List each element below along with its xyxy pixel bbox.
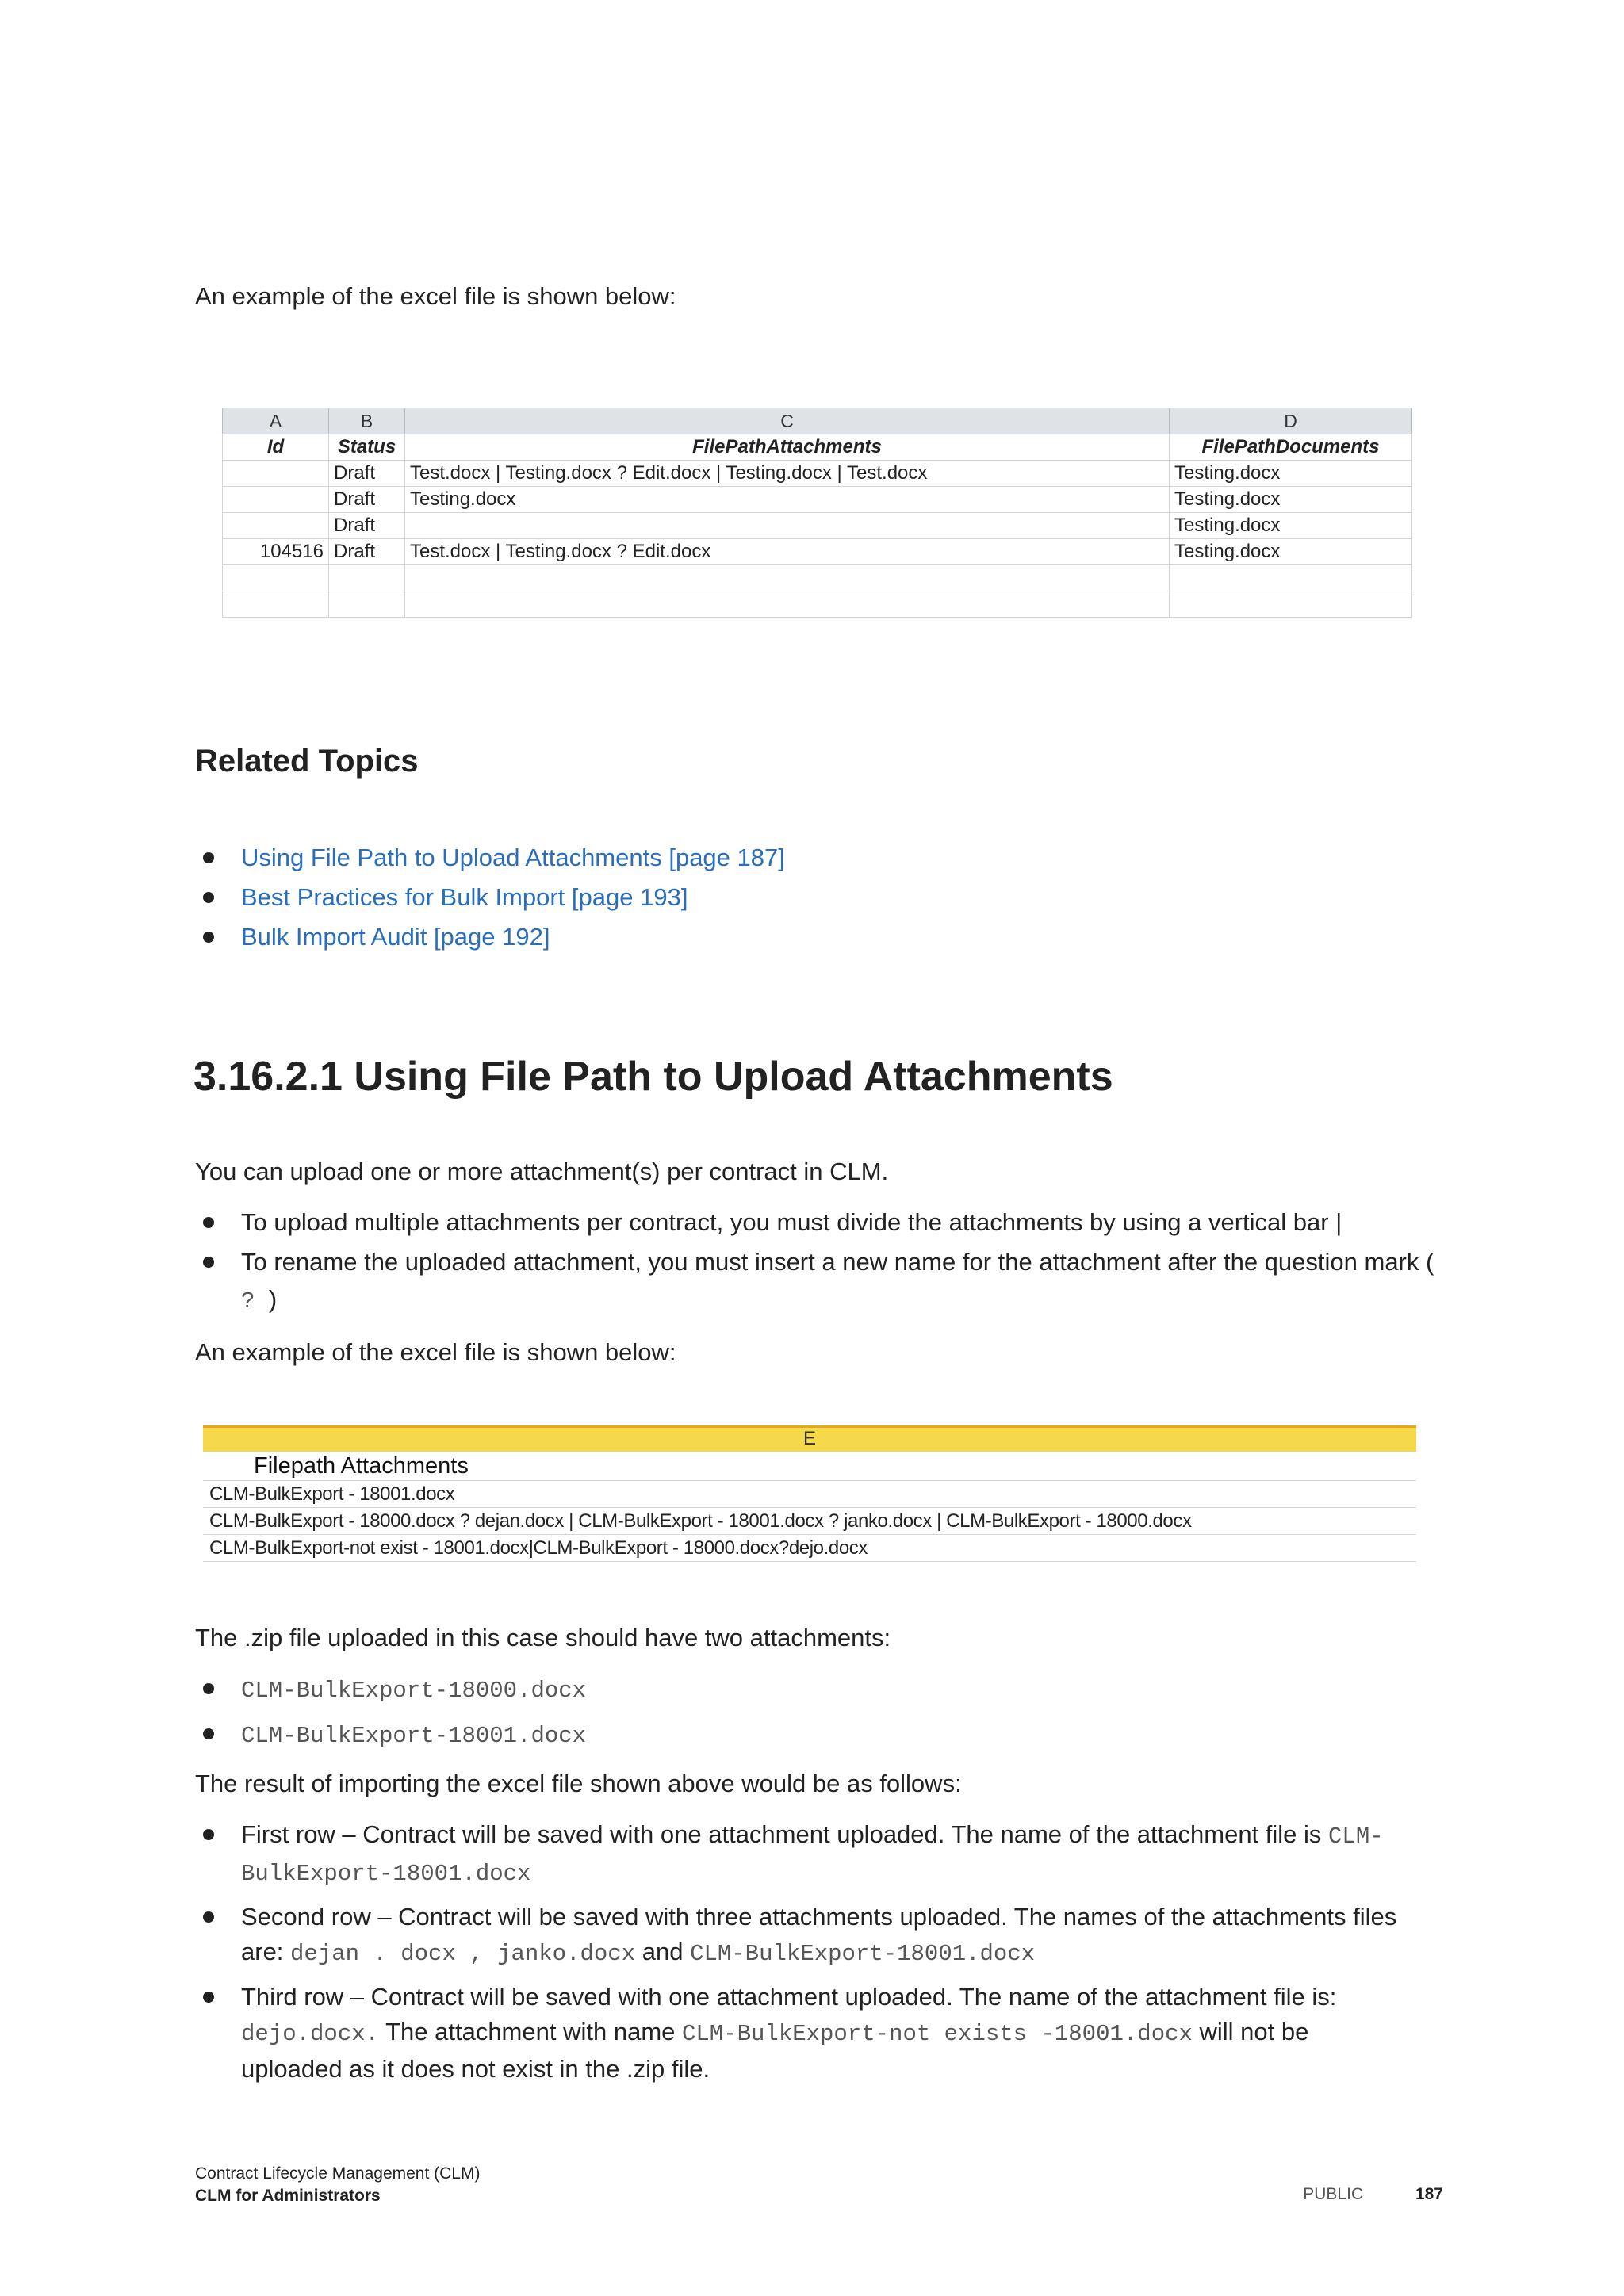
bullet-icon bbox=[203, 1829, 214, 1840]
bullet-text: To upload multiple attachments per contract, you must divide the attachments by using a vertical bar | bbox=[241, 1208, 1342, 1236]
table-row bbox=[223, 565, 1412, 591]
code-filename: dejo.docx. bbox=[241, 2021, 380, 2047]
bullet-text: Second row – Contract will be saved with three attachments uploaded. The names of the attachments files bbox=[241, 1903, 1397, 1931]
list-item bbox=[203, 1817, 1456, 1892]
table-cell: Draft bbox=[329, 539, 405, 565]
column-letters-row bbox=[223, 408, 1412, 434]
bullet-text: The attachment with name bbox=[379, 2018, 682, 2045]
bullet-text: uploaded as it does not exist in the .zip file. bbox=[241, 2055, 710, 2083]
excel-example-2 bbox=[203, 1425, 1416, 1562]
result-paragraph: The result of importing the excel file shown above would be as follows: bbox=[195, 1770, 962, 1797]
table-cell bbox=[223, 461, 329, 487]
header-cell: Status bbox=[329, 434, 405, 461]
related-link-audit[interactable]: Bulk Import Audit [page 192] bbox=[241, 923, 550, 951]
intro-text: An example of the excel file is shown below: bbox=[195, 282, 676, 310]
list-item bbox=[203, 1716, 586, 1754]
list-item bbox=[203, 1900, 1456, 1972]
upload-rules-list bbox=[203, 1205, 1440, 1319]
table-row: CLM-BulkExport - 18001.docx bbox=[203, 1481, 1416, 1508]
bullet-icon bbox=[203, 892, 214, 903]
table-cell: Draft bbox=[329, 513, 405, 539]
code-filename: BulkExport-18001.docx bbox=[241, 1861, 531, 1887]
table-cell bbox=[329, 591, 405, 618]
list-item bbox=[203, 1205, 1440, 1240]
column-letter: B bbox=[329, 408, 405, 434]
bullet-text: Third row – Contract will be saved with one attachment uploaded. The name of the attachment file is: bbox=[241, 1983, 1337, 2011]
table-cell: Testing.docx bbox=[1170, 487, 1412, 513]
table-cell bbox=[1170, 591, 1412, 618]
header-cell: Id bbox=[223, 434, 329, 461]
list-item bbox=[203, 1245, 1440, 1319]
list-item bbox=[203, 840, 785, 875]
bullet-icon bbox=[203, 1257, 214, 1268]
bullet-text: First row – Contract will be saved with one attachment uploaded. The name of the attachment file is bbox=[241, 1820, 1329, 1848]
table-row bbox=[223, 513, 1412, 539]
table-cell bbox=[329, 565, 405, 591]
table-cell: Draft bbox=[329, 487, 405, 513]
footer-page-info bbox=[1303, 2185, 1443, 2204]
column-letter: C bbox=[405, 408, 1170, 434]
list-item bbox=[203, 1980, 1456, 2087]
table-row: CLM-BulkExport-not exist - 18001.docx|CLM-BulkExport - 18000.docx?dejo.docx bbox=[203, 1535, 1416, 1562]
code-filename: CLM- bbox=[1328, 1823, 1384, 1850]
bullet-text: To rename the uploaded attachment, you must insert a new name for the attachment after the question mark ( bbox=[241, 1248, 1434, 1276]
field-header-row bbox=[223, 434, 1412, 461]
table-cell bbox=[223, 591, 329, 618]
footer-classification: PUBLIC bbox=[1303, 2185, 1364, 2203]
bullet-text: and bbox=[635, 1938, 691, 1965]
bullet-icon bbox=[203, 932, 214, 943]
column-letter: D bbox=[1170, 408, 1412, 434]
code-filename: CLM-BulkExport-not exists -18001.docx bbox=[682, 2021, 1193, 2047]
table-row bbox=[223, 461, 1412, 487]
bullet-icon bbox=[203, 852, 214, 863]
page-number: 187 bbox=[1415, 2185, 1443, 2203]
result-list bbox=[203, 1817, 1456, 2087]
bullet-text: will not be bbox=[1192, 2018, 1309, 2045]
intro-text-2: An example of the excel file is shown below: bbox=[195, 1338, 676, 1366]
bullet-icon bbox=[203, 1217, 214, 1228]
table-cell: 104516 bbox=[223, 539, 329, 565]
table-cell bbox=[405, 513, 1170, 539]
table-cell: Draft bbox=[329, 461, 405, 487]
bullet-text: ) bbox=[268, 1285, 278, 1313]
header-cell: FilePathAttachments bbox=[405, 434, 1170, 461]
zip-paragraph: The .zip file uploaded in this case should have two attachments: bbox=[195, 1624, 891, 1651]
footer-guide-name: CLM for Administrators bbox=[195, 2187, 381, 2205]
footer-doc-title: Contract Lifecycle Management (CLM) bbox=[195, 2164, 481, 2183]
bullet-icon bbox=[203, 1911, 214, 1923]
table-cell bbox=[405, 591, 1170, 618]
related-topics-heading: Related Topics bbox=[195, 744, 419, 779]
related-link-file-path[interactable]: Using File Path to Upload Attachments [page 187] bbox=[241, 844, 785, 871]
list-item bbox=[203, 1671, 586, 1709]
list-item bbox=[203, 880, 785, 915]
table-cell bbox=[223, 487, 329, 513]
table-cell: Testing.docx bbox=[1170, 461, 1412, 487]
table-cell bbox=[405, 565, 1170, 591]
section-intro: You can upload one or more attachment(s) per contract in CLM. bbox=[195, 1158, 889, 1185]
table-cell: Testing.docx bbox=[405, 487, 1170, 513]
footer-document-info bbox=[195, 2163, 480, 2207]
table-row bbox=[223, 487, 1412, 513]
column-letter: A bbox=[223, 408, 329, 434]
bullet-icon bbox=[203, 1683, 214, 1694]
table-cell: Test.docx | Testing.docx ? Edit.docx bbox=[405, 539, 1170, 565]
section-heading: 3.16.2.1 Using File Path to Upload Attachments bbox=[193, 1054, 1113, 1100]
table-cell bbox=[1170, 565, 1412, 591]
table-cell: Testing.docx bbox=[1170, 513, 1412, 539]
code-filename: CLM-BulkExport-18000.docx bbox=[241, 1678, 587, 1704]
code-filename: CLM-BulkExport-18001.docx bbox=[690, 1941, 1036, 1967]
bullet-text: are: bbox=[241, 1938, 291, 1965]
table-cell: Test.docx | Testing.docx ? Edit.docx | Testing.docx | Test.docx bbox=[405, 461, 1170, 487]
related-topics-list bbox=[203, 840, 785, 955]
code-question-mark: ? bbox=[241, 1288, 269, 1314]
column-letter-bar: E bbox=[203, 1425, 1416, 1452]
table-row bbox=[223, 539, 1412, 565]
header-cell: FilePathDocuments bbox=[1170, 434, 1412, 461]
code-filename: dejan . docx , janko.docx bbox=[290, 1941, 636, 1967]
table-row: CLM-BulkExport - 18000.docx ? dejan.docx | CLM-BulkExport - 18001.docx ? janko.docx | CLM-BulkExport - 18000.docx bbox=[203, 1508, 1416, 1535]
zip-attachments-list bbox=[203, 1671, 586, 1754]
table-row bbox=[223, 591, 1412, 618]
column-title: Filepath Attachments bbox=[203, 1452, 1416, 1481]
table-cell bbox=[223, 565, 329, 591]
table-cell bbox=[223, 513, 329, 539]
list-item bbox=[203, 920, 785, 955]
bullet-icon bbox=[203, 1992, 214, 2003]
related-link-best-practices[interactable]: Best Practices for Bulk Import [page 193] bbox=[241, 883, 688, 911]
code-filename: CLM-BulkExport-18001.docx bbox=[241, 1723, 587, 1749]
excel-example-1 bbox=[222, 408, 1411, 634]
bullet-icon bbox=[203, 1728, 214, 1739]
table-cell: Testing.docx bbox=[1170, 539, 1412, 565]
